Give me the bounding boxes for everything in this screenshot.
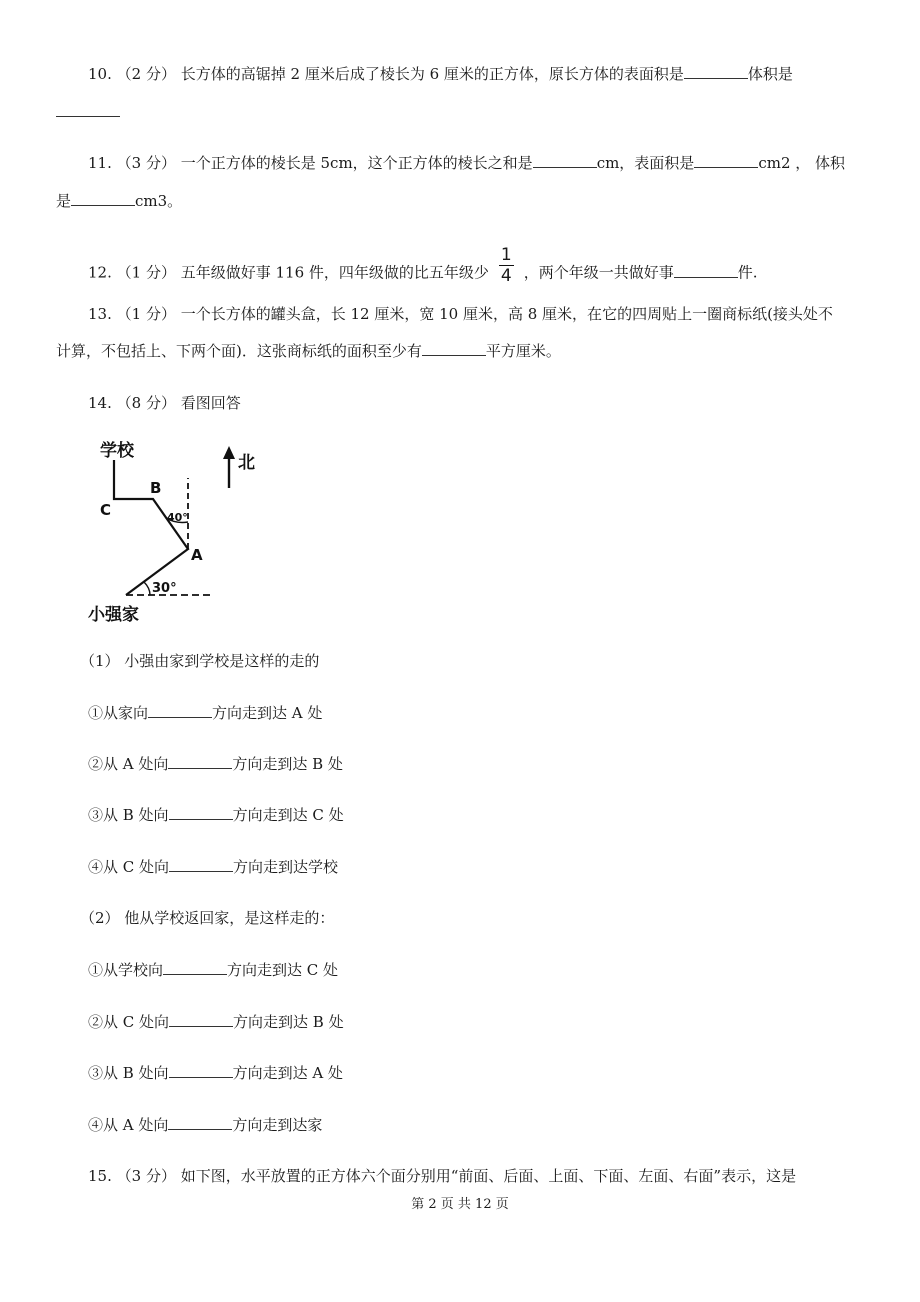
question-text: 是: [56, 192, 72, 210]
item-suffix: 方向走到达 B 处: [232, 755, 343, 773]
question-number: 11.: [88, 154, 112, 172]
question-score: （3 分）: [116, 154, 176, 172]
answer-blank[interactable]: [694, 153, 758, 168]
item-prefix: ④从 C 处向: [88, 858, 170, 876]
answer-blank[interactable]: [71, 191, 135, 206]
label-north: 北: [238, 453, 255, 473]
label-angle-30: 30°: [152, 581, 177, 596]
question-number: 14.: [88, 394, 112, 412]
answer-blank[interactable]: [422, 341, 486, 356]
question-text: 体积是: [747, 65, 793, 83]
angle-arc-a: [144, 582, 150, 595]
answer-blank[interactable]: [56, 102, 120, 117]
question-text: 长方体的高锯掉 2 厘米后成了棱长为 6 厘米的正方体，原长方体的表面积是: [180, 65, 684, 83]
answer-blank[interactable]: [674, 263, 738, 278]
label-a: A: [191, 546, 203, 564]
answer-blank[interactable]: [169, 1063, 233, 1078]
question-text: ，两个年级一共做好事: [523, 263, 674, 282]
question-text: 一个正方体的棱长是 5cm，这个正方体的棱长之和是: [180, 154, 533, 172]
question-score: （2 分）: [116, 65, 176, 83]
label-angle-40: 40°: [167, 511, 188, 524]
page-footer: 第 2 页 共 12 页: [411, 1197, 509, 1212]
item-prefix: ①从学校向: [88, 961, 164, 979]
q14-part2-item-2: [88, 1012, 344, 1032]
item-prefix: ②从 C 处向: [88, 1013, 170, 1031]
item-suffix: 方向走到达家: [232, 1116, 323, 1134]
item-prefix: ④从 A 处向: [88, 1116, 169, 1134]
q14-part2-item-1: [88, 960, 338, 980]
question-13: [88, 304, 833, 324]
answer-blank[interactable]: [169, 857, 233, 872]
item-suffix: 方向走到达 A 处: [232, 1064, 343, 1082]
q14-part2-title: （2） 他从学校返回家，是这样走的：: [80, 909, 335, 927]
item-prefix: ③从 B 处向: [88, 806, 169, 824]
item-suffix: 方向走到达学校: [233, 858, 339, 876]
question-text: 看图回答: [180, 394, 241, 412]
question-text: 件.: [737, 263, 758, 282]
q14-part2-item-4: [88, 1115, 322, 1135]
direction-diagram: [86, 432, 276, 632]
north-arrow-head: [223, 446, 235, 459]
answer-blank[interactable]: [533, 153, 597, 168]
question-number: 13.: [88, 305, 112, 323]
question-text: 计算，不包括上、下两个面)．这张商标纸的面积至少有: [56, 342, 422, 360]
question-score: （1 分）: [116, 305, 176, 323]
label-home: 小强家: [88, 605, 139, 625]
question-text: 平方厘米。: [485, 342, 561, 360]
answer-blank[interactable]: [148, 703, 212, 718]
q14-part1-item-3: [88, 805, 344, 825]
q14-part1-title: （1） 小强由家到学校是这样的走的: [80, 652, 320, 670]
question-score: （8 分）: [116, 394, 176, 412]
answer-blank[interactable]: [163, 960, 227, 975]
question-14: [88, 393, 241, 413]
item-suffix: 方向走到达 C 处: [227, 961, 339, 979]
q14-part1-item-2: [88, 754, 343, 774]
answer-blank[interactable]: [684, 64, 748, 79]
answer-blank[interactable]: [168, 1115, 232, 1130]
answer-blank[interactable]: [168, 754, 232, 769]
question-text: 五年级做好事 116 件，四年级做的比五年级少: [180, 263, 489, 282]
question-number: 12.: [88, 263, 112, 282]
q14-part1-item-1: [88, 703, 322, 723]
item-suffix: 方向走到达 C 处: [232, 806, 344, 824]
question-text: 如下图，水平放置的正方体六个面分别用“前面、后面、上面、下面、左面、右面”表示，这是: [180, 1167, 797, 1185]
question-text: 一个长方体的罐头盒，长 12 厘米，宽 10 厘米，高 8 厘米，在它的四周贴上一圈商标纸(接头处不: [180, 305, 833, 323]
item-prefix: ②从 A 处向: [88, 755, 169, 773]
fraction-denominator: 4: [500, 266, 512, 286]
question-number: 10.: [88, 65, 112, 83]
question-text: cm3。: [135, 192, 183, 210]
label-school: 学校: [100, 441, 134, 461]
question-10-cont: [56, 102, 120, 122]
answer-blank[interactable]: [169, 1012, 233, 1027]
question-number: 15.: [88, 1167, 112, 1185]
answer-blank[interactable]: [169, 805, 233, 820]
label-b: B: [150, 479, 162, 497]
item-suffix: 方向走到达 A 处: [212, 704, 323, 722]
item-prefix: ①从家向: [88, 704, 149, 722]
question-10: [88, 64, 793, 84]
question-13-cont: [56, 341, 561, 361]
item-prefix: ③从 B 处向: [88, 1064, 169, 1082]
fraction: [499, 246, 514, 285]
question-12: [88, 245, 758, 293]
question-text: cm2 ， 体积: [758, 154, 846, 172]
q14-part2-item-3: [88, 1063, 343, 1083]
question-15: [88, 1166, 796, 1186]
question-text: cm，表面积是: [596, 154, 695, 172]
direction-diagram-svg: [86, 432, 276, 632]
question-11: [88, 153, 845, 173]
question-11-cont: [56, 191, 182, 211]
question-score: （3 分）: [116, 1167, 176, 1185]
label-c: C: [100, 501, 112, 519]
question-score: （1 分）: [116, 263, 176, 282]
fraction-numerator: 1: [500, 245, 512, 265]
q14-part1-item-4: [88, 857, 338, 877]
item-suffix: 方向走到达 B 处: [233, 1013, 344, 1031]
